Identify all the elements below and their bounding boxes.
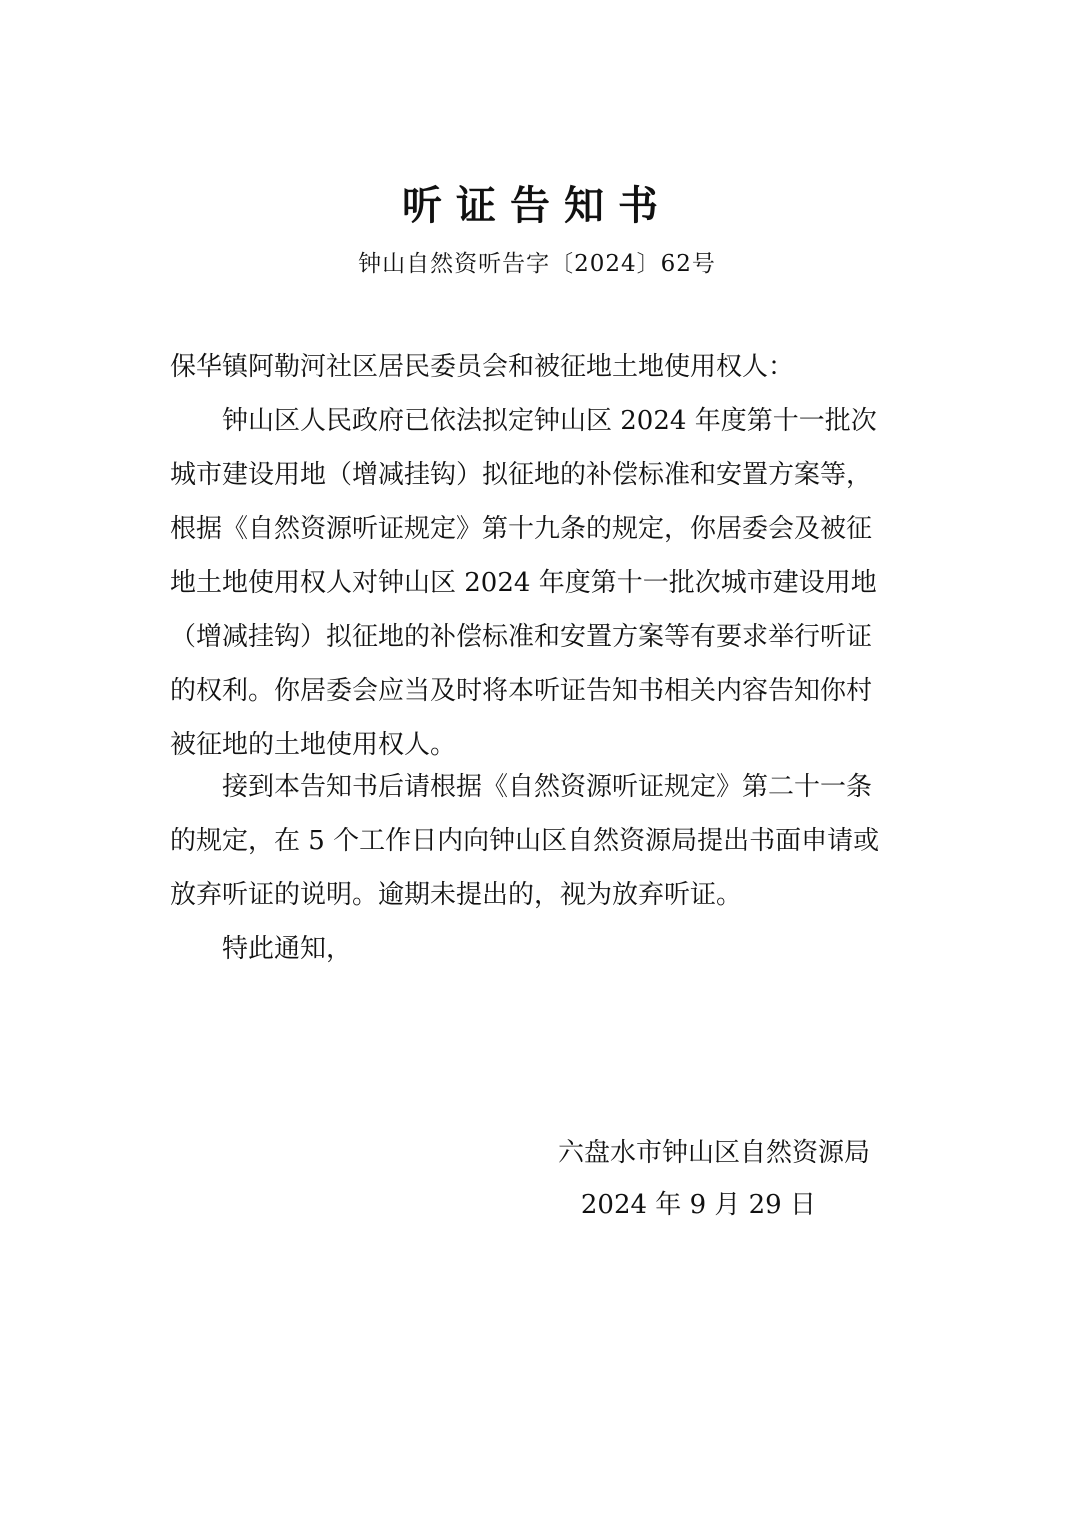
paragraph-1-line: 地土地使用权人对钟山区 2024 年度第十一批次城市建设用地 [170, 568, 877, 598]
issuer-name: 六盘水市钟山区自然资源局 [557, 1138, 870, 1168]
closing-text: 特此通知， [222, 934, 353, 964]
paragraph-1-line: 被征地的土地使用权人。 [170, 730, 457, 760]
paragraph-2-line: 放弃听证的说明。逾期未提出的，视为放弃听证。 [170, 880, 743, 910]
paragraph-1-line: 钟山区人民政府已依法拟定钟山区 2024 年度第十一批次 [222, 406, 877, 436]
paragraph-1 [170, 394, 930, 772]
paragraph-1-line: 城市建设用地（增减挂钩）拟征地的补偿标准和安置方案等， [170, 460, 873, 490]
paragraph-2-line: 接到本告知书后请根据《自然资源听证规定》第二十一条 [222, 772, 873, 802]
closing-line [170, 922, 930, 976]
paragraph-1-line: 根据《自然资源听证规定》第十九条的规定，你居委会及被征 [170, 514, 873, 544]
document-number: 钟山自然资听告字〔2024〕62号 [358, 251, 716, 277]
document-title: 听证告知书 [402, 182, 672, 229]
paragraph-2 [170, 760, 930, 922]
paragraph-2-line: 的规定，在 5 个工作日内向钟山区自然资源局提出书面申请或 [170, 826, 880, 856]
paragraph-1-line: 的权利。你居委会应当及时将本听证告知书相关内容告知你村 [170, 676, 873, 706]
salutation: 保华镇阿勒河社区居民委员会和被征地土地使用权人： [170, 352, 795, 382]
paragraph-1-line: （增减挂钩）拟征地的补偿标准和安置方案等有要求举行听证 [170, 622, 873, 652]
issue-date: 2024 年 9 月 29 日 [580, 1190, 816, 1220]
